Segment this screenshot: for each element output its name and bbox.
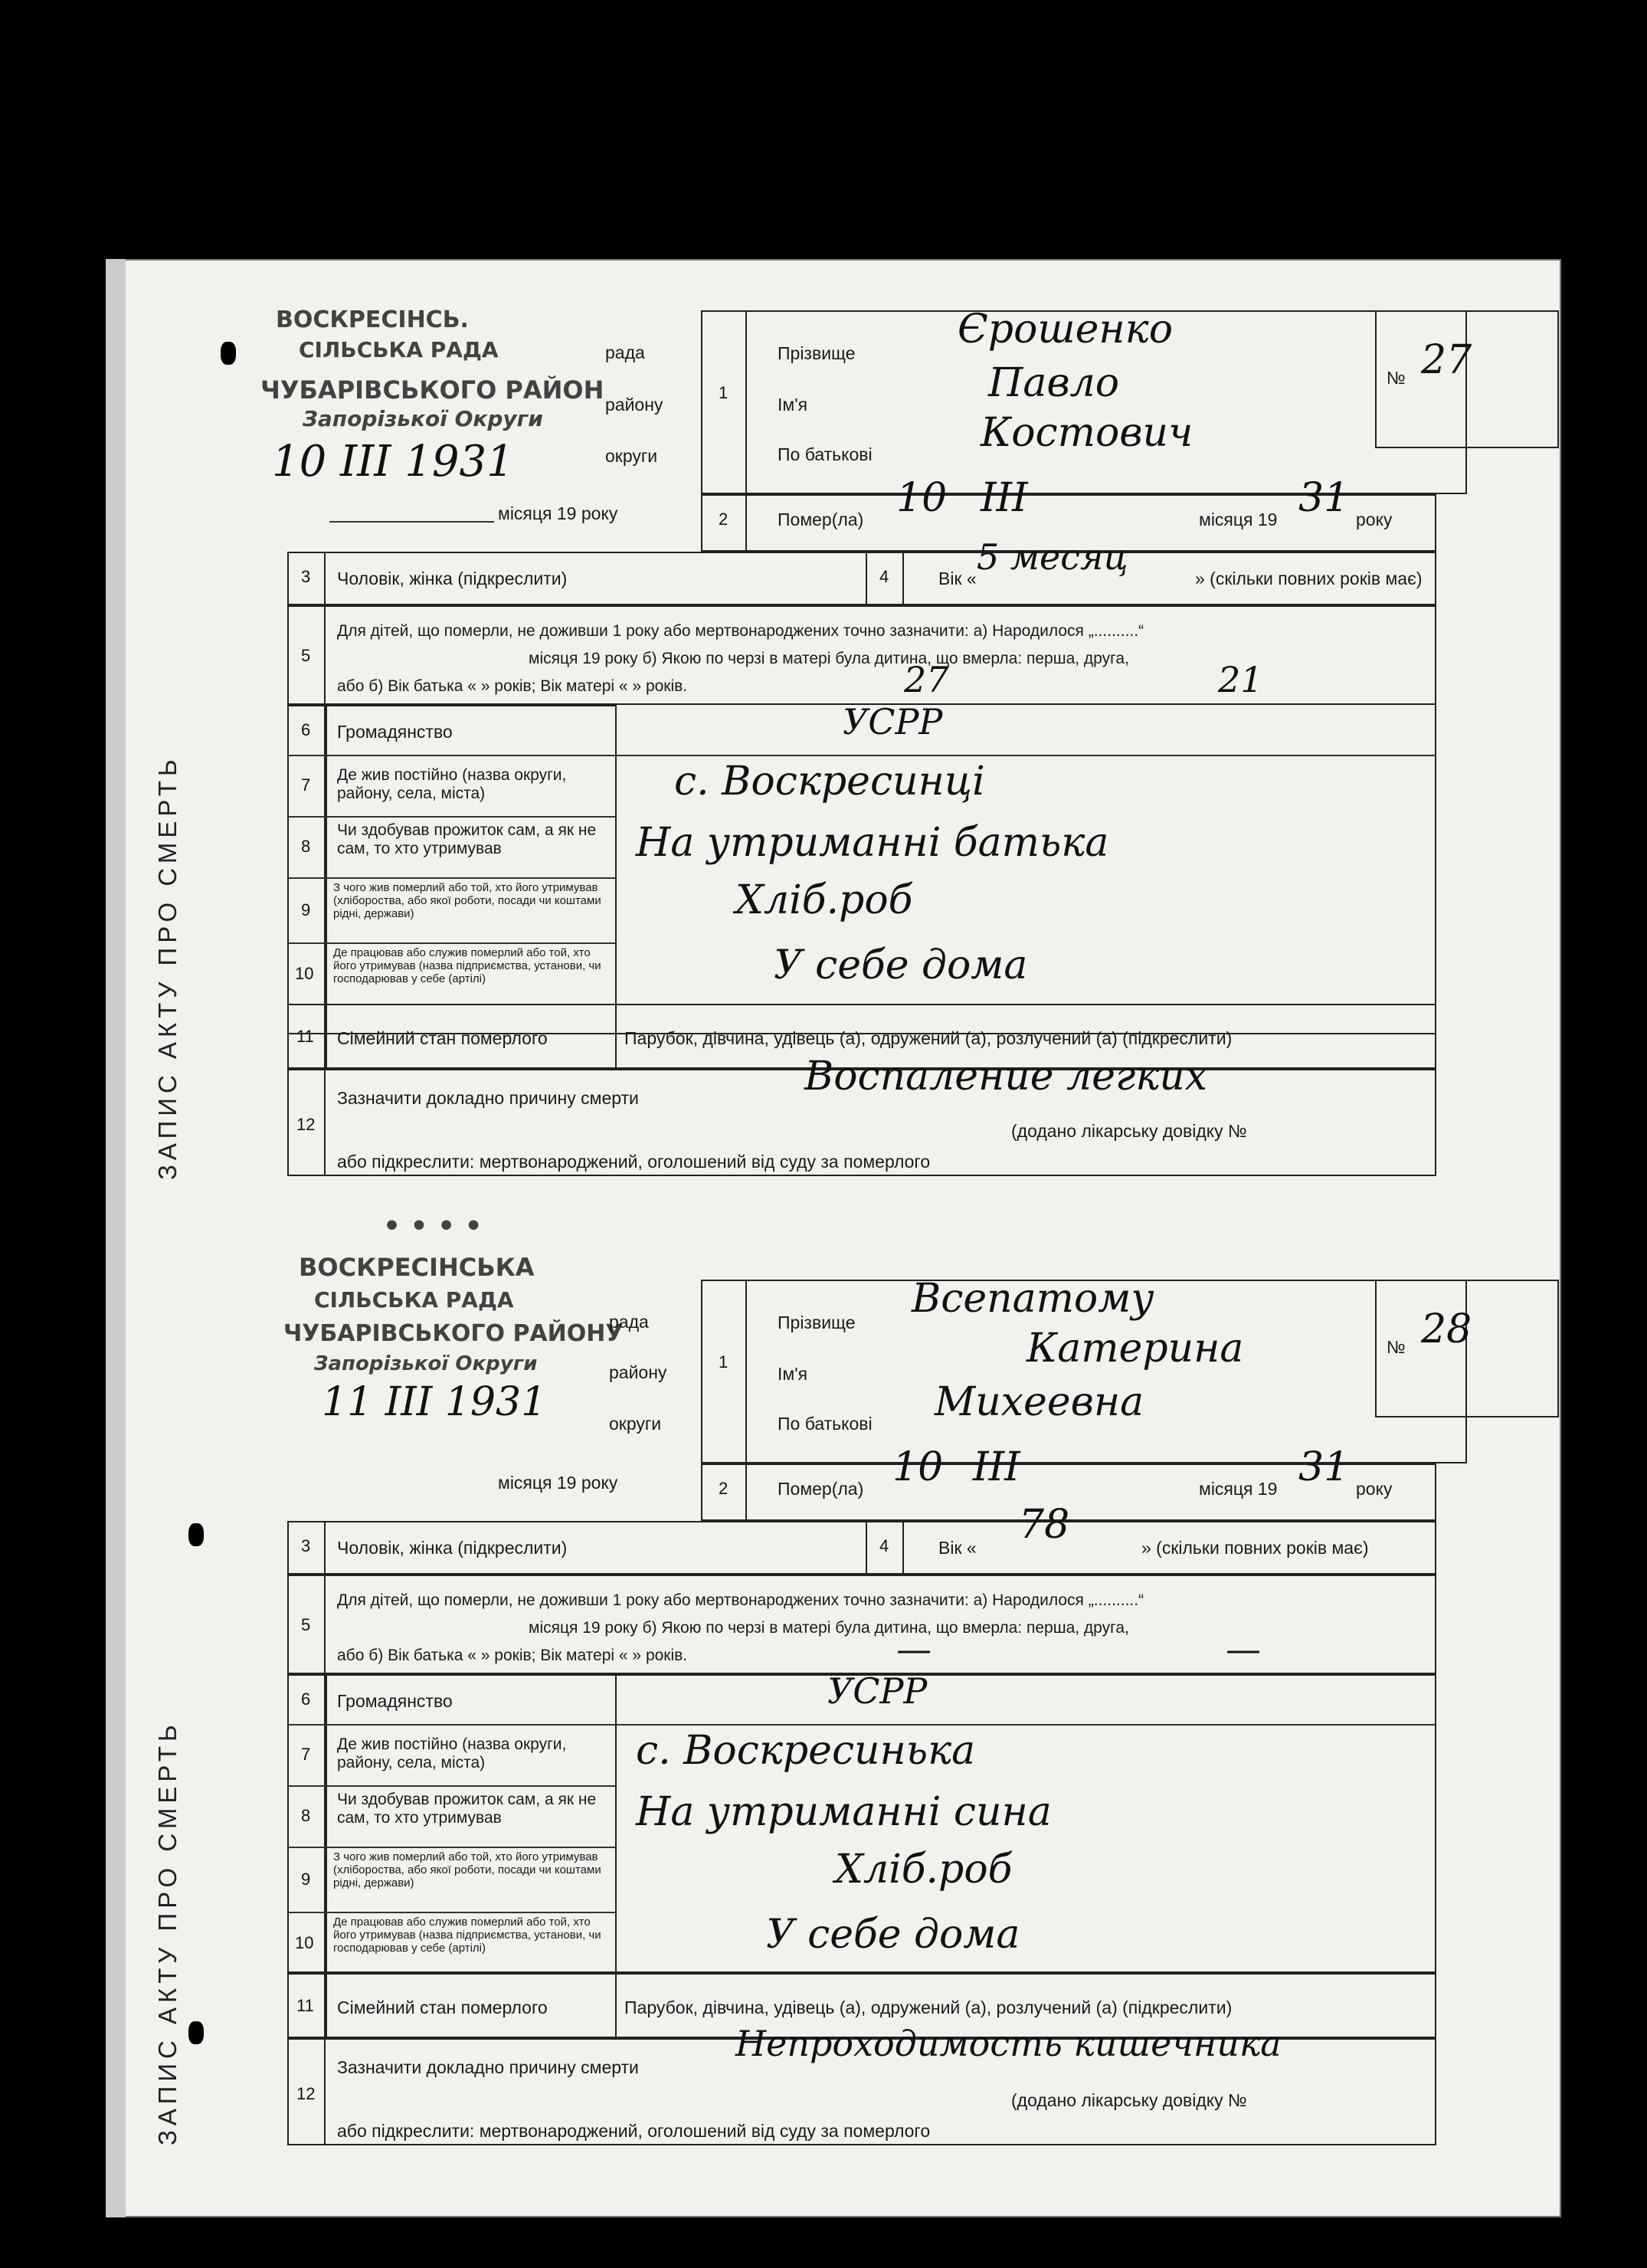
row-number: 1 — [719, 383, 729, 402]
value-surname: Єрошенко — [958, 306, 1174, 352]
children-line-2: місяця 19 року б) Якою по черзі в матері була дитина, що вмерла: перша, друга, — [529, 650, 1129, 667]
value-first-name: Катерина — [1027, 1326, 1244, 1372]
stamp-line-1: ВОСКРЕСІНСЬКА — [299, 1253, 535, 1282]
punch-hole — [221, 342, 236, 365]
label-age-suffix: » (скільки повних років має) — [1195, 569, 1423, 588]
marital-options: Парубок, дівчина, удівець (а), одружений (а), розлучений (а) (підкреслити) — [624, 1028, 1233, 1048]
row-divider — [287, 877, 617, 879]
label-surname: Прізвище — [778, 1313, 856, 1332]
value-age: 5 месяц — [977, 536, 1128, 578]
row-number: 2 — [719, 1479, 729, 1498]
label-first-name: Ім'я — [778, 1364, 808, 1384]
children-line-2: місяця 19 року б) Якою по черзі в матері була дитина, що вмерла: перша, друга, — [529, 1619, 1129, 1637]
row-number: 6 — [301, 1690, 311, 1709]
row-number: 10 — [295, 964, 314, 983]
value-age: 78 — [1019, 1502, 1070, 1548]
label-age-suffix: » (скільки повних років має) — [1141, 1538, 1369, 1558]
label-raion: району — [609, 1362, 667, 1382]
value-died-month: III — [981, 475, 1028, 521]
value-patronymic: Михеевна — [935, 1379, 1144, 1425]
row-number: 4 — [879, 567, 889, 586]
row-divider — [287, 1847, 617, 1848]
value-died-year: 31 — [1298, 1444, 1350, 1490]
label-rada: рада — [609, 1312, 649, 1332]
value-father-age: — — [896, 1628, 932, 1670]
label-died-month: місяця 19 — [1199, 1479, 1278, 1499]
side-label-1: ЗАПИС АКТУ ПРО СМЕРТЬ — [153, 755, 182, 1180]
row-number: 12 — [296, 2084, 316, 2103]
label-citizenship: Громадянство — [337, 1691, 453, 1711]
label-cause: Зазначити докладно причину смерти — [337, 2057, 639, 2077]
label-first-name: Ім'я — [778, 395, 808, 415]
value-source: Хліб.роб — [835, 1847, 1013, 1893]
value-citizenship: УСРР — [843, 701, 943, 742]
label-livelihood: Чи здобував прожиток сам, а як не сам, то хто утримував — [337, 821, 597, 857]
registration-date: 11 III 1931 — [322, 1379, 547, 1425]
label-died-year: року — [1356, 1479, 1393, 1499]
stamp-line-1: ВОСКРЕСІНСЬ. — [276, 306, 469, 333]
label-cause: Зазначити докладно причину смерти — [337, 1088, 639, 1108]
row-number: 11 — [296, 1027, 314, 1046]
label-month-year: місяця 19 року — [498, 503, 618, 523]
value-cause: Воспаление легких — [804, 1054, 1208, 1100]
registration-date: 10 III 1931 — [272, 437, 514, 487]
row-number: 5 — [301, 1615, 311, 1634]
value-residence: с. Воскресинька — [636, 1728, 976, 1774]
label-month-year: місяця 19 року — [498, 1473, 618, 1493]
value-workplace: У себе дома — [766, 1912, 1020, 1958]
stamp-line-4: Запорізької Округи — [303, 406, 543, 431]
row-number: 9 — [301, 1870, 311, 1889]
row-divider — [287, 1912, 617, 1913]
row-number: 7 — [301, 1745, 311, 1764]
record-number: 28 — [1421, 1306, 1472, 1352]
number-sign: № — [1387, 1337, 1406, 1357]
record-number: 27 — [1421, 337, 1472, 383]
row-number: 5 — [301, 646, 311, 665]
value-surname: Всепатому — [912, 1276, 1154, 1322]
label-patronymic: По батькові — [778, 1414, 873, 1434]
label-died-month: місяця 19 — [1199, 510, 1278, 529]
stamp-line-2: СІЛЬСЬКА РАДА — [314, 1287, 514, 1313]
value-patronymic: Костович — [981, 410, 1194, 456]
row-number: 11 — [296, 1996, 314, 2015]
label-residence: Де жив постійно (назва округи, району, села, міста) — [337, 1735, 567, 1771]
row-number: 3 — [301, 1536, 311, 1555]
value-died-month: III — [973, 1444, 1020, 1490]
label-workplace: Де працював або служив померлий або той, хто його утримував (назва підприємства, установи, чи господарював у себе (артілі) — [333, 1916, 601, 1955]
row-divider — [287, 816, 617, 818]
stamp-line-4: Запорізької Округи — [314, 1352, 538, 1375]
value-died-year: 31 — [1298, 475, 1350, 521]
value-livelihood: На утриманні сина — [636, 1789, 1052, 1835]
label-died-year: року — [1356, 510, 1393, 529]
punch-hole — [188, 2021, 204, 2044]
side-label-2: ЗАПИС АКТУ ПРО СМЕРТЬ — [153, 1720, 182, 2145]
label-died: Помер(ла) — [778, 1479, 864, 1499]
label-raion: району — [605, 395, 663, 415]
label-marital: Сімейний стан померлого — [337, 1998, 548, 2017]
date-underline — [329, 521, 494, 523]
value-mother-age: — — [1226, 1628, 1261, 1670]
label-okruh: округи — [605, 446, 658, 466]
children-line-1: Для дітей, що померли, не доживши 1 року або мертвонароджених точно зазначити: а) Народилося „..........“ — [337, 622, 1144, 640]
label-marital: Сімейний стан померлого — [337, 1028, 548, 1048]
record-2 — [0, 969, 1647, 2141]
label-okruh: округи — [609, 1414, 662, 1434]
label-sex: Чоловік, жінка (підкреслити) — [337, 569, 568, 588]
value-cause: Непроходимость кишечника — [735, 2023, 1282, 2064]
label-surname: Прізвище — [778, 343, 856, 363]
row-divider — [287, 755, 1436, 756]
row-number: 8 — [301, 1806, 311, 1825]
row-divider — [287, 1785, 617, 1787]
row-number: 1 — [719, 1352, 729, 1372]
label-age: Вік « — [938, 569, 977, 588]
row-number: 10 — [295, 1933, 314, 1952]
label-source: З чого жив померлий або той, хто його утримував (хлібороства, або якої роботи, посади чи коштами рідні, держави) — [333, 881, 601, 920]
children-line-3: або б) Вік батька « » років; Вік матері « » років. — [337, 1647, 688, 1664]
value-died-day: 10 — [892, 1444, 944, 1490]
label-patronymic: По батькові — [778, 444, 873, 464]
label-stillborn: або підкреслити: мертвонароджений, оголошений від суду за померлого — [337, 2121, 931, 2141]
stamp-line-3: ЧУБАРІВСЬКОГО РАЙОН — [260, 375, 604, 405]
value-source: Хліб.роб — [735, 877, 913, 923]
children-line-1: Для дітей, що померли, не доживши 1 року або мертвонароджених точно зазначити: а) Народилося „..........“ — [337, 1591, 1144, 1609]
label-residence: Де жив постійно (назва округи, району, села, міста) — [337, 766, 567, 802]
label-citizenship: Громадянство — [337, 722, 453, 742]
row-number: 8 — [301, 837, 311, 856]
number-sign: № — [1387, 368, 1406, 388]
row-number: 7 — [301, 775, 311, 795]
row-divider — [287, 1724, 1436, 1726]
children-line-3: або б) Вік батька « » років; Вік матері « » років. — [337, 677, 688, 695]
row-number: 12 — [296, 1115, 316, 1134]
row-number: 2 — [719, 510, 729, 529]
row-number: 4 — [879, 1536, 889, 1555]
label-cert: (додано лікарську довідку № — [1011, 2090, 1247, 2110]
value-residence: с. Воскресинці — [674, 759, 985, 805]
marital-options: Парубок, дівчина, удівець (а), одружений (а), розлучений (а) (підкреслити) — [624, 1998, 1233, 2017]
stamp-line-3: ЧУБАРІВСЬКОГО РАЙОНУ — [283, 1320, 624, 1347]
label-died: Помер(ла) — [778, 510, 864, 529]
label-livelihood: Чи здобував прожиток сам, а як не сам, то хто утримував — [337, 1791, 597, 1827]
label-stillborn: або підкреслити: мертвонароджений, оголошений від суду за померлого — [337, 1152, 931, 1172]
stamp-mark: • • • • — [383, 1211, 483, 1242]
value-died-day: 10 — [896, 475, 948, 521]
row-number: 9 — [301, 900, 311, 919]
value-workplace: У себе дома — [774, 942, 1028, 988]
label-cert: (додано лікарську довідку № — [1011, 1121, 1247, 1141]
row-divider — [287, 942, 617, 944]
value-father-age: 27 — [904, 659, 949, 700]
value-mother-age: 21 — [1218, 659, 1263, 700]
row-number: 3 — [301, 567, 311, 586]
label-workplace: Де працював або служив померлий або той, хто його утримував (назва підприємства, установи, чи господарював у себе (артілі) — [333, 946, 601, 985]
row-number: 6 — [301, 720, 311, 739]
value-citizenship: УСРР — [827, 1670, 928, 1712]
label-source: З чого жив померлий або той, хто його утримував (хлібороства, або якої роботи, посади чи коштами рідні, держави) — [333, 1850, 601, 1889]
value-livelihood: На утриманні батька — [636, 820, 1109, 866]
value-first-name: Павло — [988, 360, 1120, 406]
label-sex: Чоловік, жінка (підкреслити) — [337, 1538, 568, 1558]
label-age: Вік « — [938, 1538, 977, 1558]
stamp-line-2: СІЛЬСЬКА РАДА — [299, 337, 499, 362]
label-rada: рада — [605, 342, 645, 362]
